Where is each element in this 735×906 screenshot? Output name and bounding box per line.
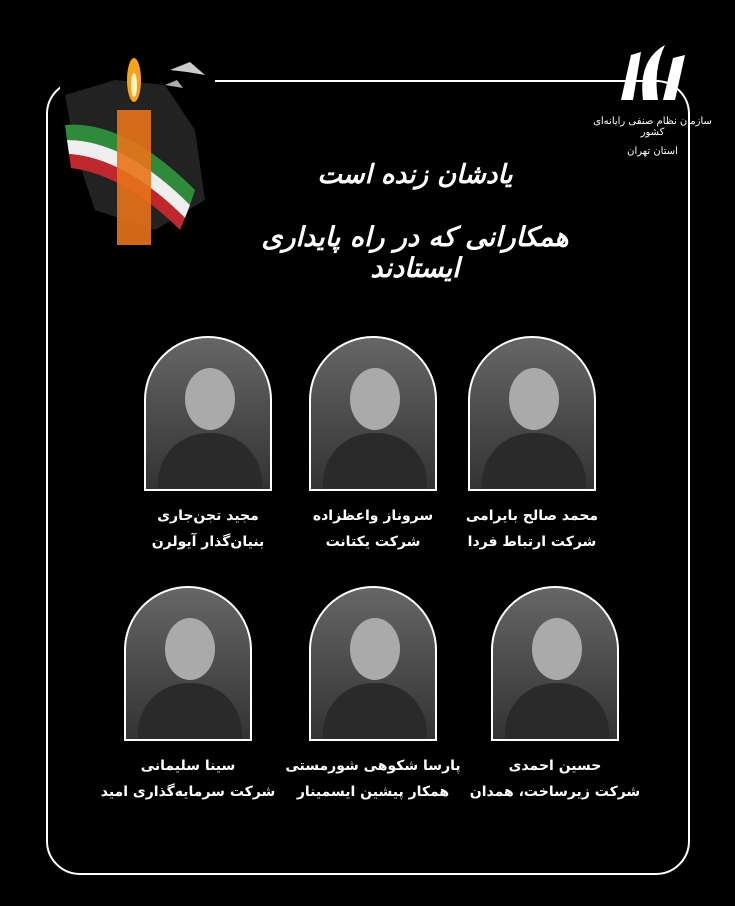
- person-role: شرکت ارتباط فردا: [467, 534, 597, 550]
- person-name: پارسا شکوهی شورمستی: [285, 758, 461, 774]
- person-photo: [491, 586, 619, 741]
- person-role: بنیان‌گذار آیولرن: [151, 534, 265, 550]
- person-role: شرکت سرمایه‌گذاری امید: [100, 784, 276, 800]
- candle-flag-illustration: [55, 40, 215, 260]
- title-line-1: یادشان زنده است: [317, 160, 513, 190]
- person-photo: [309, 586, 437, 741]
- person-role: همکار پیشین ایسمینار: [296, 784, 450, 800]
- person-role: شرکت زیرساخت، همدان: [469, 784, 641, 800]
- province-name: استان تهران: [627, 146, 678, 157]
- person-card: [309, 336, 437, 550]
- person-card: [465, 336, 599, 550]
- person-card: [285, 586, 461, 800]
- person-card: [144, 336, 272, 550]
- person-photo: [124, 586, 252, 741]
- person-name: سینا سلیمانی: [140, 758, 236, 774]
- person-name: محمد صالح بایرامی: [465, 508, 599, 524]
- person-photo: [144, 336, 272, 491]
- person-role: شرکت یکتانت: [325, 534, 421, 550]
- person-photo: [468, 336, 596, 491]
- title-line-2: همکارانی که در راه پایداری ایستادند: [261, 222, 569, 284]
- person-name: مجید تجن‌جاری: [157, 508, 259, 524]
- logo-icon: [613, 40, 693, 110]
- person-photo: [309, 336, 437, 491]
- person-name: سروناز واعظزاده: [312, 508, 434, 524]
- organization-name: سازمان نظام صنفی رایانه‌ای کشور: [593, 116, 712, 138]
- organization-logo: [590, 40, 715, 170]
- person-card: [469, 586, 641, 800]
- person-card: [100, 586, 276, 800]
- person-name: حسین احمدی: [508, 758, 602, 774]
